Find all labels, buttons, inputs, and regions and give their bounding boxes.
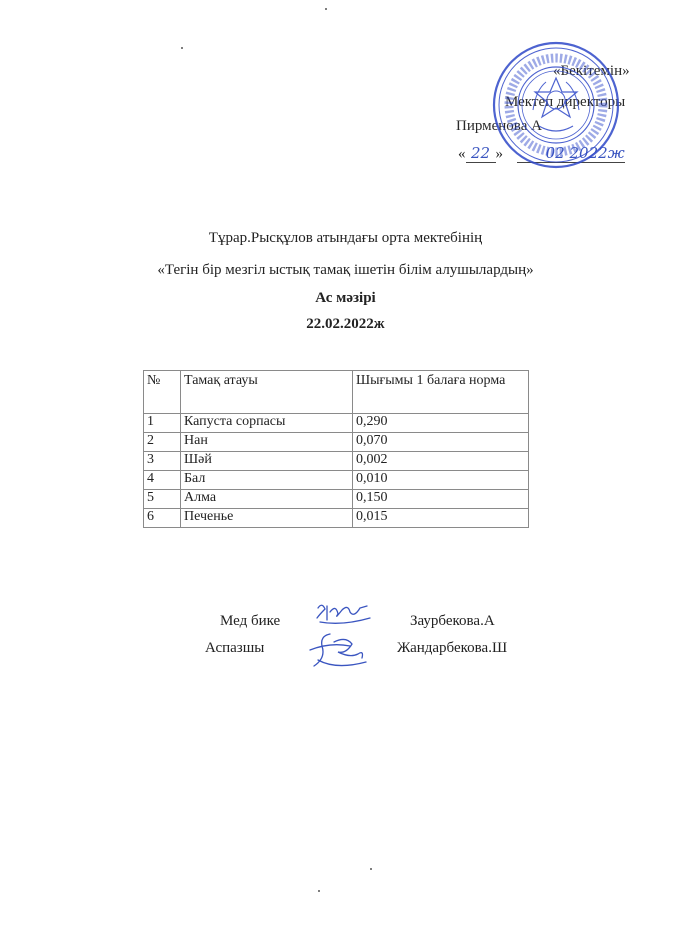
- date-close-quote: »: [495, 146, 503, 162]
- cook-signature: [300, 630, 374, 674]
- menu-table: [143, 370, 529, 528]
- date-open-quote: «: [458, 146, 466, 162]
- table-row: [144, 509, 529, 528]
- school-name: Тұрар.Рысқұлов атындағы орта мектебінің: [208, 230, 483, 246]
- nurse-signature: [312, 600, 374, 630]
- nurse-role: Мед бике: [220, 613, 281, 629]
- header-number: №: [144, 371, 181, 414]
- table-header-row: [144, 371, 529, 414]
- row-dish-name: Печенье: [181, 509, 353, 528]
- table-row: [144, 414, 529, 433]
- table-row: [144, 490, 529, 509]
- row-dish-name: Шәй: [181, 452, 353, 471]
- menu-title: Ас мәзірі: [315, 290, 376, 306]
- table-row: [144, 433, 529, 452]
- row-norm: 0,070: [353, 433, 529, 452]
- scan-speck: [325, 8, 327, 10]
- header-dish-name: Тамақ атауы: [181, 371, 353, 414]
- cook-name: Жандарбекова.Ш: [397, 640, 508, 656]
- official-seal-stamp: [491, 40, 621, 170]
- row-number: 6: [144, 509, 181, 528]
- row-norm: 0,150: [353, 490, 529, 509]
- row-number: 5: [144, 490, 181, 509]
- scan-speck: [370, 868, 372, 870]
- cook-role: Аспазшы: [205, 640, 265, 656]
- approval-director: Мектеп директоры: [505, 94, 626, 110]
- row-number: 4: [144, 471, 181, 490]
- row-dish-name: Капуста сорпасы: [181, 414, 353, 433]
- row-number: 1: [144, 414, 181, 433]
- header-norm: Шығымы 1 балаға норма: [353, 371, 529, 414]
- row-dish-name: Алма: [181, 490, 353, 509]
- row-norm: 0,015: [353, 509, 529, 528]
- approval-approve: «Бекітемін»: [553, 63, 630, 79]
- row-norm: 0,010: [353, 471, 529, 490]
- scan-speck: [318, 890, 320, 892]
- table-row: [144, 452, 529, 471]
- table-row: [144, 471, 529, 490]
- row-norm: 0,290: [353, 414, 529, 433]
- date-day: 22: [466, 144, 496, 163]
- menu-date: 22.02.2022ж: [306, 316, 385, 332]
- program-name: «Тегін бір мезгіл ыстық тамақ ішетін білім алушылардың»: [157, 262, 534, 278]
- row-dish-name: Нан: [181, 433, 353, 452]
- row-norm: 0,002: [353, 452, 529, 471]
- scan-speck: [181, 47, 183, 49]
- nurse-name: Заурбекова.А: [410, 613, 495, 629]
- row-number: 2: [144, 433, 181, 452]
- approval-director-name: Пирменова А: [456, 118, 542, 134]
- row-number: 3: [144, 452, 181, 471]
- row-dish-name: Бал: [181, 471, 353, 490]
- date-month-year: 02 2022ж: [517, 144, 625, 163]
